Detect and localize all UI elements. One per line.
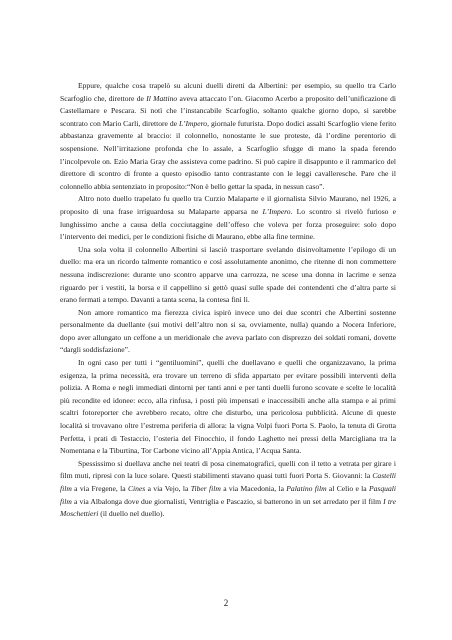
paragraph — [60, 458, 396, 521]
page-number: 2 — [223, 598, 229, 608]
text-run: Una sola volta il colonnello Albertini si lasciò trasportare svelando disinvoltamente l’epilogo di un duello: ma era un ricordo talmente romantico e così assolutamente anonimo, che ritenne di non commettere nessuna indiscrezione: durante uno scontro apparve una carrozza, ne scese una donna in lacrime e senza riguardo per i vestiti, la borsa e il cappellino si gettò quasi sulle spade dei contendenti che d’altra parte si erano fermati a tempo. Davanti a tanta scena, la contesa finì lì. — [60, 244, 396, 305]
italic-title: Il Mattino — [146, 93, 178, 103]
italic-title: L’Impero — [178, 118, 208, 128]
italic-title: Palatino film — [286, 484, 327, 493]
paragraph — [60, 80, 396, 193]
text-run: a via Fregene, la — [71, 484, 128, 493]
document-body — [60, 80, 396, 521]
paragraph — [60, 193, 396, 243]
paragraph — [60, 307, 396, 357]
text-run: (il duello nel duello). — [98, 509, 165, 519]
text-run: Altro noto duello trapelato fu quello tra Curzio Malaparte e il giornalista Silvio Maurano, nel 1926, a proposito di una frase irriguardosa su Malaparte apparsa ne — [60, 194, 396, 216]
text-run: al Celio e la — [326, 484, 369, 493]
text-run: , giornale futurista. Dopo dodici assalti Scarfoglio viene ferito abbastanza gravemente al braccio: il colonnello, nonostante le sue proteste, dà l’ordine perentorio di sospensione. Nell’irritazione profonda che lo assale, a Scarfoglio sfugge di mano la spada ferendo l’incolpevole on. Ezio Maria Gray che assisteva come padrino. Si può capire il disappunto e il rammarico del direttore di scontro di fronte a questo episodio tanto contrastante con le leggi cavalleresche. Pare che il colonnello abbia sentenziato in proposito:“Non è bello gettar la spada, in nessun caso”. — [60, 118, 396, 191]
italic-title: Castelli film — [60, 471, 396, 493]
italic-title: L’Impero — [262, 206, 291, 216]
text-run: a via Macedonia, la — [220, 484, 287, 493]
text-run: Spessissimo si duellava anche nei teatri di posa cinematografici, quelli con il tetto a vetrata per girare i film muti, ripresi con la luce solare. Questi stabilimenti stavano quasi tutti fuori Porta S. Giovanni: la — [60, 458, 396, 481]
paragraph — [60, 357, 396, 458]
italic-title: Tiber film — [190, 484, 221, 493]
text-run: In ogni caso per tutti i “gentiluomini”, quelli che duellavano e quelli che organizzavano, la prima esigenza, la prima necessità, era trovare un terreno di sfida appartato per evitare possibili interventi della polizia. A Roma e negli immediati dintorni per tanti anni e per tanti duelli furono scovate e scelte le località più recondite ed idonee: ecco, alla rinfusa, i posti più impensati e inaccessibili anche alla stampa e ai primi scaltri fotoreporter che avrebbero recato, oltre che disturbo, una pericolosa pubblicità. Alcune di queste località si trovavano oltre l’estrema periferia di allora: la vigna Volpi fuori Porta S. Paolo, la tenuta di Grotta Perfetta, i prati di Testaccio, l’osteria del Finocchio, il fondo Laghetto nei pressi della Marcigliana tra la Nomentana e la Tiburtina, Tor Carbone vicino all’Appia Antica, l’Acqua Santa. — [60, 358, 396, 456]
text-run: a via Vejo, la — [145, 484, 191, 493]
italic-title: Pasquali film — [60, 484, 396, 506]
text-run: Non amore romantico ma fierezza civica ispirò invece uno dei due scontri che Albertini sostenne personalmente da duellante (sui motivi dell’altro non si sa, ovviamente, nulla) quando a Nocera Inferiore, dopo aver allungato un ceffone a un meridionale che aveva parlato con disprezzo dei soldati romani, dovette “dargli soddisfazione”. — [60, 307, 396, 355]
text-run: aveva attaccato l’on. Giacomo Acerbo a proposito dell’unificazione di Castellamare e Pescara. Si notì che l’instancabile Scarfoglio, soltanto qualche giorno dopo, si sarebbe scontrato con Mario Carli, direttore de — [60, 93, 396, 128]
text-run: . Lo scontro si rivelò furioso e lunghissimo anche a causa della cocciutaggine dell’offeso che voleva per forza proseguire: solo dopo l’intervento dei medici, per le condizioni fisiche di Maurano, ebbe alla fine termine. — [60, 206, 396, 242]
italic-title: I tre Moschettieri — [60, 496, 396, 519]
text-run: a via Albalonga dove due giornalisti, Ventriglia e Pascazio, si batterono in un set arredato per il film — [71, 496, 384, 506]
paragraph — [60, 244, 396, 307]
italic-title: Cines — [127, 484, 146, 493]
text-run: Eppure, qualche cosa trapelò su alcuni duelli diretti da Albertini: per esempio, su quello tra Carlo Scarfoglio che, direttore de — [60, 81, 396, 103]
